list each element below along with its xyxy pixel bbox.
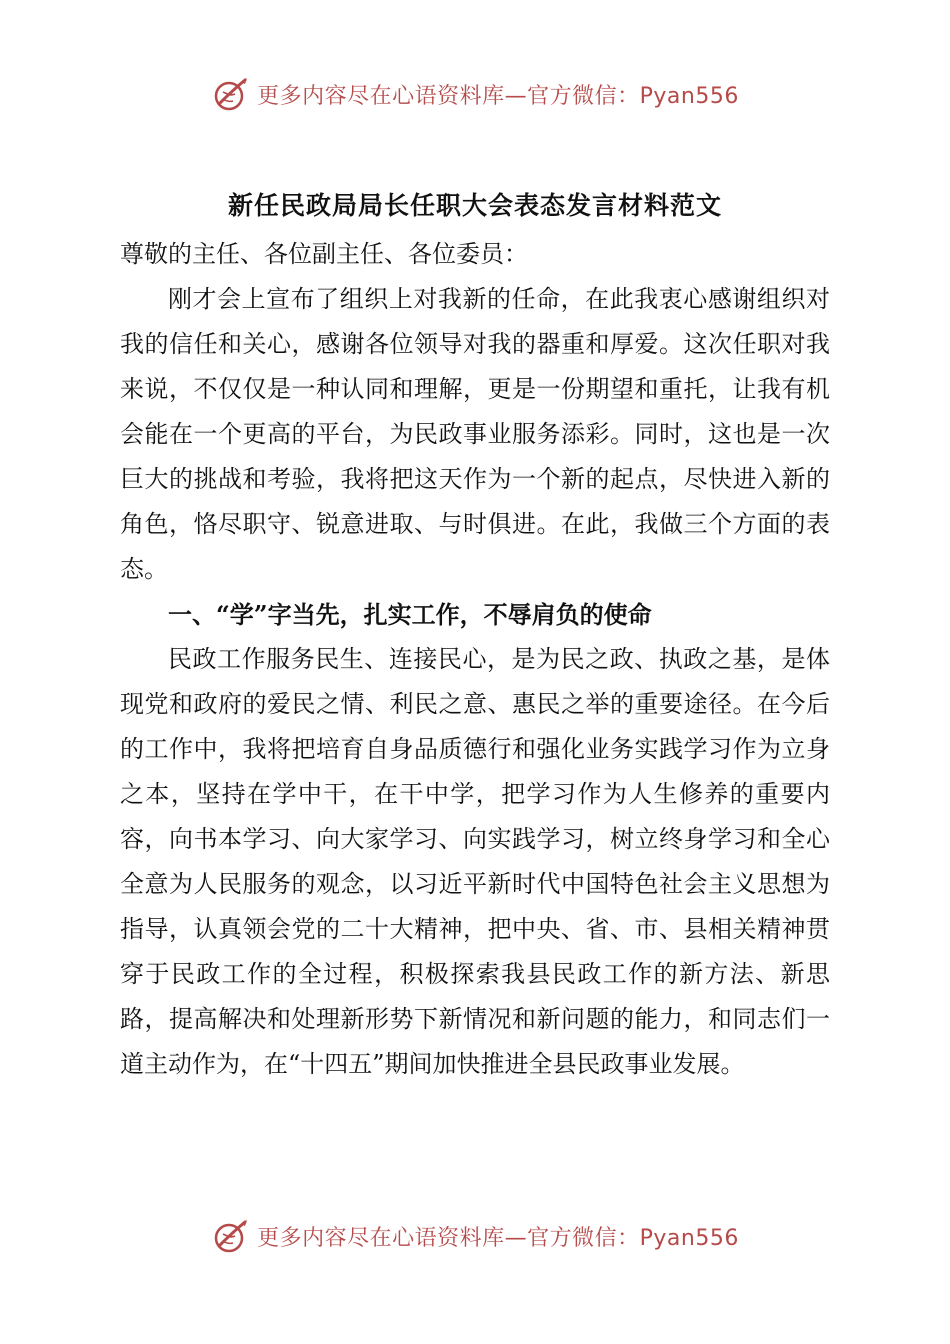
pen-logo-icon xyxy=(211,74,251,114)
watermark-text: 更多内容尽在心语资料库—官方微信：Pyan556 xyxy=(257,1225,739,1251)
salutation: 尊敬的主任、各位副主任、各位委员： xyxy=(120,240,528,268)
pen-logo-icon xyxy=(211,1216,251,1256)
watermark-text: 更多内容尽在心语资料库—官方微信：Pyan556 xyxy=(257,83,739,109)
watermark-banner-bottom xyxy=(0,1212,950,1260)
document-title: 新任民政局局长任职大会表态发言材料范文 xyxy=(227,191,722,220)
section-paragraph: 民政工作服务民生、连接民心，是为民之政、执政之基，是体现党和政府的爱民之情、利民之意、惠民之举的重要途径。在今后的工作中，我将把培育自身品质德行和强化业务实践学习作为立身之本，坚持在学中干，在干中学，把学习作为人生修养的重要内容，向书本学习、向大家学习、向实践学习，树立终身学习和全心全意为人民服务的观念，以习近平新时代中国特色社会主义思想为指导，认真领会党的二十大精神，把中央、省、市、县相关精神贯穿于民政工作的全过程，积极探索我县民政工作的新方法、新思路，提高解决和处理新形势下新情况和新问题的能力，和同志们一道主动作为，在“十四五”期间加快推进全县民政事业发展。 xyxy=(120,645,830,1078)
watermark-banner-top xyxy=(0,70,950,118)
section-heading: 一、“学”字当先，扎实工作，不辱肩负的使命 xyxy=(168,600,652,629)
document-body xyxy=(120,232,830,1087)
paragraph: 刚才会上宣布了组织上对我新的任命，在此我衷心感谢组织对我的信任和关心，感谢各位领导对我的器重和厚爱。这次任职对我来说，不仅仅是一种认同和理解，更是一份期望和重托，让我有机会能在一个更高的平台，为民政事业服务添彩。同时，这也是一次巨大的挑战和考验，我将把这天作为一个新的起点，尽快进入新的角色，恪尽职守、锐意进取、与时俱进。在此，我做三个方面的表态。 xyxy=(120,285,830,583)
